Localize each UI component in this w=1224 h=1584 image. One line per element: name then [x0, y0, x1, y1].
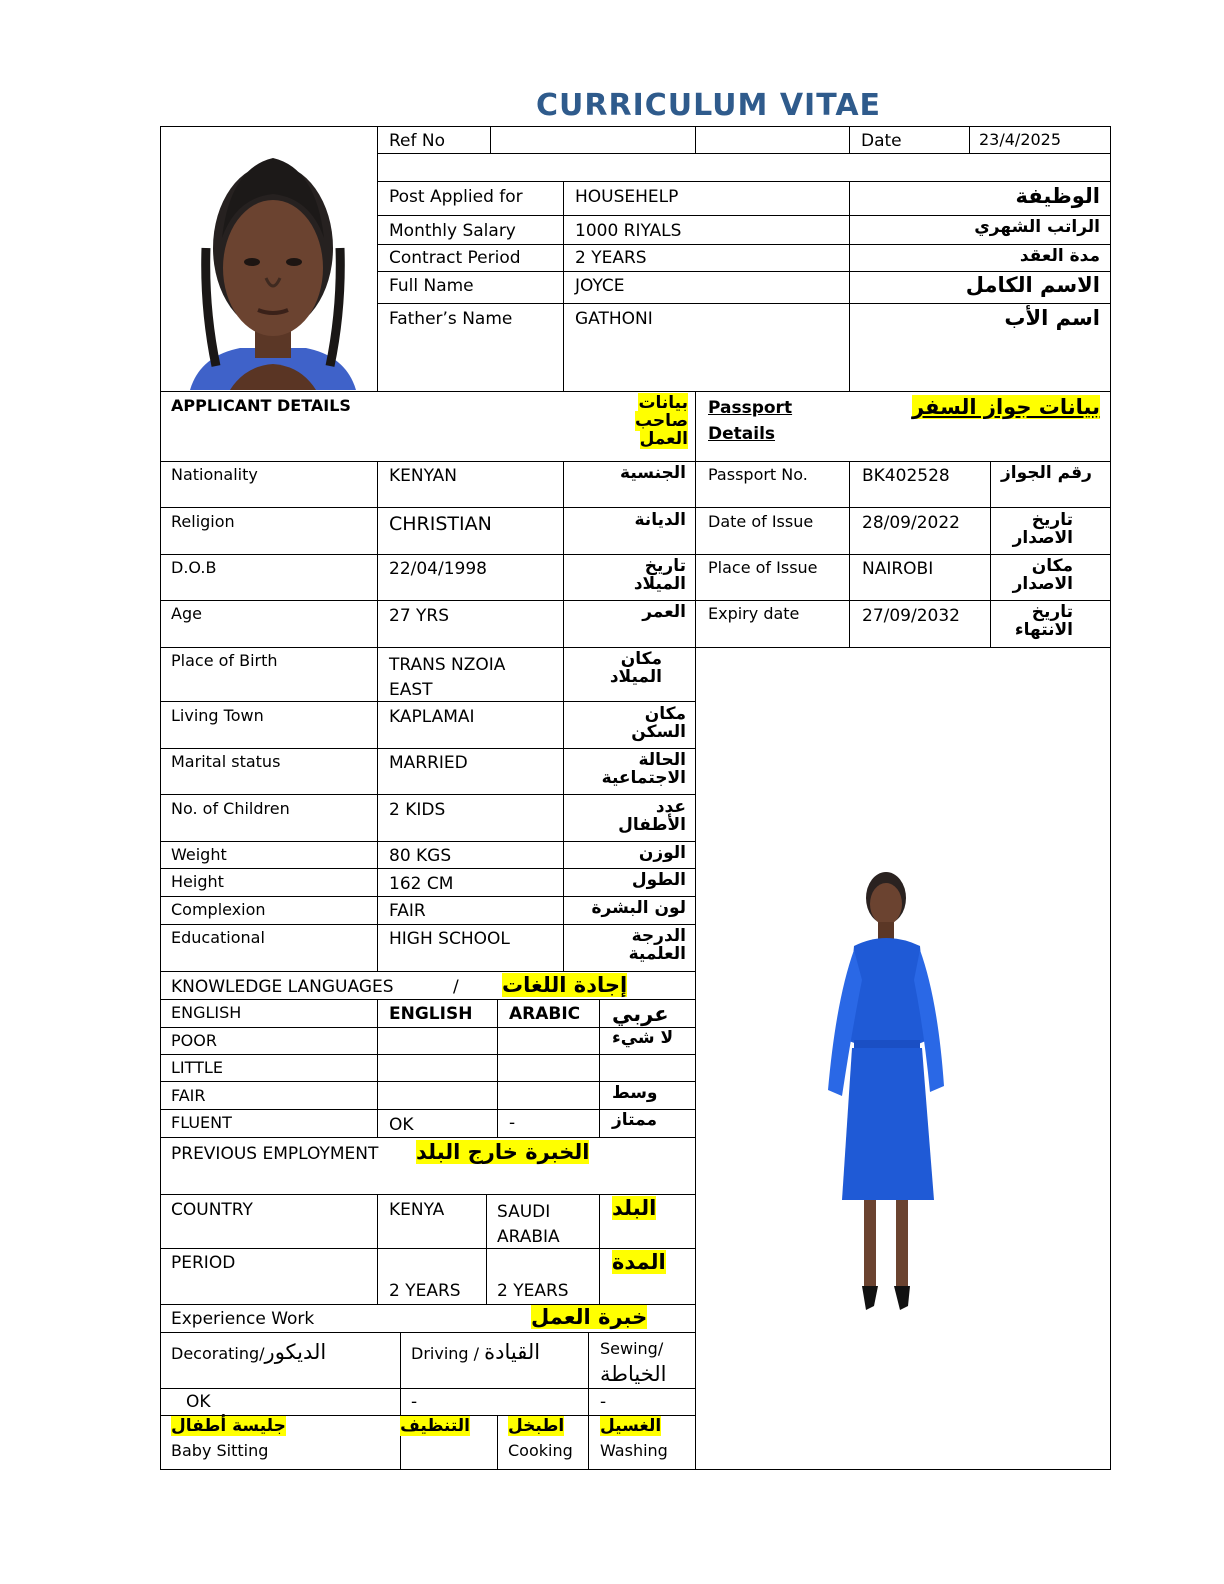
passport-no-value: BK402528: [862, 466, 950, 486]
children-arabic: عدد الأطفال: [618, 797, 686, 835]
salary-label: Monthly Salary: [389, 221, 516, 241]
dob-arabic: تاريخ الميلاد: [633, 556, 686, 594]
weight-label: Weight: [171, 845, 227, 864]
cooking-label: Cooking: [508, 1441, 573, 1460]
lang-fluent-label: FLUENT: [171, 1113, 232, 1132]
nationality-label: Nationality: [171, 465, 258, 484]
washing-label: Washing: [600, 1441, 668, 1460]
marital-label: Marital status: [171, 752, 281, 771]
decorating-value: OK: [186, 1392, 211, 1412]
sewing-value: -: [600, 1392, 607, 1412]
marital-value: MARRIED: [389, 753, 468, 773]
passport-no-label: Passport No.: [708, 465, 808, 484]
living-town-value: KAPLAMAI: [389, 707, 475, 727]
issue-date-arabic: تاريخ الاصدار: [1012, 510, 1073, 548]
washing-ar: الغسيل: [600, 1416, 662, 1436]
weight-value: 80 KGS: [389, 846, 452, 866]
fullname-value: JOYCE: [575, 276, 625, 296]
passport-heading: Passport Details: [708, 398, 793, 444]
issue-place-label: Place of Issue: [708, 558, 818, 577]
period-1: 2 YEARS: [389, 1281, 461, 1301]
complexion-arabic: لون البشرة: [591, 898, 686, 918]
complexion-label: Complexion: [171, 900, 266, 919]
sewing-ar: الخياطة: [600, 1362, 667, 1386]
lang-poor-label: POOR: [171, 1031, 217, 1050]
decorating-label: Decorating/الديكور: [171, 1340, 327, 1364]
lang-fluent-ar: ممتاز: [612, 1110, 658, 1130]
marital-arabic: الحالة الاجتماعية: [601, 750, 686, 788]
passport-no-arabic: رقم الجواز: [1001, 463, 1092, 483]
dob-value: 22/04/1998: [389, 559, 487, 579]
living-town-label: Living Town: [171, 706, 264, 725]
lang-fair-ar: وسط: [612, 1083, 658, 1103]
lang-col-label: ENGLISH: [171, 1003, 242, 1022]
education-arabic: الدرجة العلمية: [628, 926, 686, 964]
applicant-heading-ar: بيانات صاحب العمل: [634, 393, 688, 449]
lang-poor-ar: لا شيء: [612, 1028, 674, 1048]
lang-little-label: LITTLE: [171, 1058, 223, 1077]
father-label: Father’s Name: [389, 309, 513, 329]
salary-arabic: الراتب الشهري: [974, 217, 1100, 237]
children-label: No. of Children: [171, 799, 290, 818]
languages-heading: KNOWLEDGE LANGUAGES: [171, 977, 394, 997]
age-label: Age: [171, 604, 202, 623]
children-value: 2 KIDS: [389, 800, 446, 820]
baby-label: Baby Sitting: [171, 1441, 269, 1460]
sewing-label: Sewing/: [600, 1339, 664, 1358]
country-1: KENYA: [389, 1200, 445, 1220]
religion-arabic: الديانة: [634, 510, 686, 530]
father-value: GATHONI: [575, 309, 653, 329]
post-arabic: الوظيفة: [1015, 184, 1100, 208]
employment-heading-ar: الخبرة خارج البلد: [416, 1140, 590, 1164]
issue-date-value: 28/09/2022: [862, 513, 960, 533]
driving-value: -: [411, 1392, 418, 1412]
employment-heading: PREVIOUS EMPLOYMENT: [171, 1144, 379, 1164]
education-value: HIGH SCHOOL: [389, 929, 510, 949]
birthplace-label: Place of Birth: [171, 651, 278, 670]
period-label: PERIOD: [171, 1253, 236, 1273]
cleaning-ar: التنظيف: [400, 1416, 470, 1436]
page-title: CURRICULUM VITAE: [536, 88, 882, 123]
issue-place-value: NAIROBI: [862, 559, 934, 579]
portrait-photo: [170, 128, 376, 390]
applicant-heading: APPLICANT DETAILS: [171, 396, 351, 415]
post-value: HOUSEHELP: [575, 187, 679, 207]
birthplace-arabic: مكان الميلاد: [609, 649, 662, 687]
cooking-ar: اطبخل: [508, 1416, 565, 1436]
date-label: Date: [861, 131, 902, 151]
living-town-arabic: مكان السكن: [631, 704, 686, 742]
expiry-value: 27/09/2032: [862, 606, 960, 626]
weight-arabic: الوزن: [638, 843, 686, 863]
contract-label: Contract Period: [389, 248, 521, 268]
lang-col-arabic: ARABIC: [509, 1004, 581, 1024]
dob-label: D.O.B: [171, 558, 217, 577]
expiry-arabic: تاريخ الانتهاء: [1014, 602, 1073, 640]
ref-no-label: Ref No: [389, 131, 446, 151]
height-label: Height: [171, 872, 224, 891]
lang-fluent-english: OK: [389, 1115, 414, 1135]
post-label: Post Applied for: [389, 187, 523, 207]
fullname-label: Full Name: [389, 276, 474, 296]
age-value: 27 YRS: [389, 606, 450, 626]
expiry-label: Expiry date: [708, 604, 800, 623]
religion-label: Religion: [171, 512, 235, 531]
fullname-arabic: الاسم الكامل: [965, 273, 1100, 297]
languages-slash: /: [453, 977, 459, 997]
religion-value: CHRISTIAN: [389, 513, 492, 535]
salary-value: 1000 RIYALS: [575, 221, 682, 241]
period-2: 2 YEARS: [497, 1281, 569, 1301]
contract-value: 2 YEARS: [575, 248, 647, 268]
contract-arabic: مدة العقد: [1019, 246, 1100, 266]
lang-col-english: ENGLISH: [389, 1004, 473, 1024]
country-label: COUNTRY: [171, 1200, 253, 1220]
period-ar: المدة: [612, 1250, 666, 1274]
full-body-photo: [816, 860, 966, 1315]
issue-place-arabic: مكان الاصدار: [1012, 556, 1073, 594]
birthplace-value: TRANS NZOIA EAST: [389, 655, 506, 700]
languages-heading-ar: إجادة اللغات: [502, 973, 628, 997]
experience-heading-ar: خبرة العمل: [531, 1305, 648, 1329]
issue-date-label: Date of Issue: [708, 512, 814, 531]
lang-col-ar: عربي: [612, 1002, 669, 1026]
lang-fluent-arabic: -: [509, 1113, 516, 1133]
experience-heading: Experience Work: [171, 1309, 315, 1329]
nationality-arabic: الجنسية: [620, 463, 686, 483]
baby-ar: جليسة أطفال: [171, 1416, 286, 1436]
education-label: Educational: [171, 928, 265, 947]
age-arabic: العمر: [642, 602, 686, 622]
country-ar: البلد: [612, 1196, 657, 1220]
height-arabic: الطول: [631, 870, 686, 890]
date-value: 23/4/2025: [979, 130, 1062, 149]
height-value: 162 CM: [389, 874, 454, 894]
country-2: SAUDI ARABIA: [497, 1202, 560, 1247]
father-arabic: اسم الأب: [1004, 306, 1100, 330]
passport-heading-ar: بيانات جواز السفر: [911, 395, 1100, 419]
complexion-value: FAIR: [389, 901, 426, 921]
driving-label: Driving / القيادة: [411, 1340, 541, 1364]
lang-fair-label: FAIR: [171, 1086, 206, 1105]
nationality-value: KENYAN: [389, 466, 458, 486]
